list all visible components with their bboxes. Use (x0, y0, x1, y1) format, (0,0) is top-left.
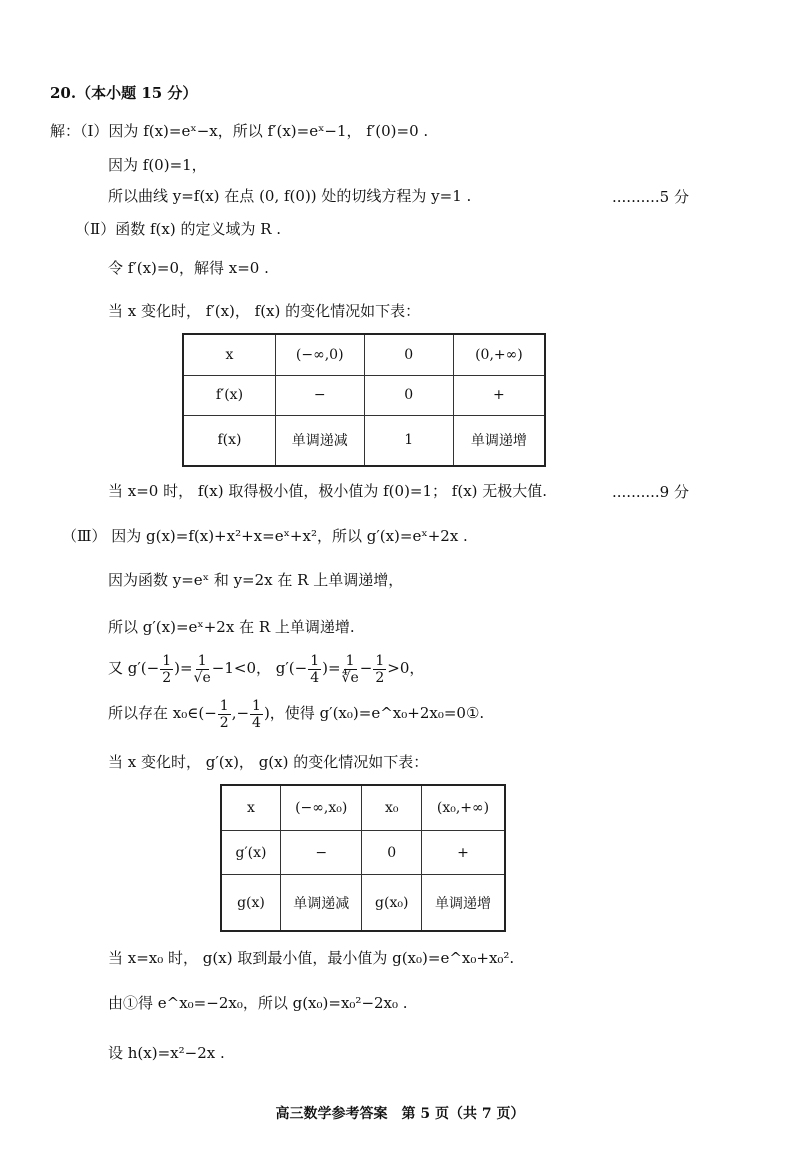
part3-line5 (108, 695, 484, 731)
part3-line9: 设 h(x)=x²−2x . (108, 1044, 225, 1062)
fraction (373, 653, 386, 686)
g-variation-table (220, 784, 506, 932)
denominator: 4 (310, 669, 320, 686)
score-5: ..........5 分 (612, 188, 689, 206)
part2-line3: 当 x 变化时， f′(x)， f(x) 的变化情况如下表： (108, 302, 421, 320)
table-cell: 单调递增 (422, 875, 506, 931)
text: −1<0， g′(− (211, 659, 308, 677)
fraction (160, 653, 173, 686)
part3-line4 (108, 650, 424, 686)
table-row (183, 375, 545, 415)
text: )= (322, 659, 341, 677)
score-9: ..........9 分 (612, 483, 689, 501)
f-variation-table (182, 333, 546, 467)
denominator: 2 (375, 669, 385, 686)
text: >0， (387, 659, 425, 677)
denominator: 2 (162, 669, 172, 686)
table-cell: 单调递增 (453, 415, 545, 466)
table-cell: 0 (362, 831, 422, 875)
table-row (183, 415, 545, 466)
table-cell: (−∞,x₀) (280, 785, 362, 831)
table-cell: − (280, 831, 362, 875)
table-cell: f(x) (183, 415, 275, 466)
table-cell: g′(x) (221, 831, 280, 875)
table-row (221, 875, 505, 931)
denominator: ∜e (341, 669, 359, 686)
table-cell: g(x) (221, 875, 280, 931)
denominator: √e (193, 669, 211, 686)
table-cell: f′(x) (183, 375, 275, 415)
text: ,− (231, 704, 250, 722)
numerator: 1 (197, 652, 207, 669)
part3-line8: 由①得 e^x₀=−2x₀，所以 g(x₀)=x₀²−2x₀ . (108, 994, 408, 1012)
text: )，使得 g′(x₀)=e^x₀+2x₀=0①. (263, 704, 485, 722)
text: − (359, 659, 373, 677)
table-row (221, 785, 505, 831)
part3-line1: （Ⅲ） 因为 g(x)=f(x)+x²+x=eˣ+x²，所以 g′(x)=eˣ+2x . (62, 527, 468, 545)
table-row (221, 831, 505, 875)
table-cell: (−∞,0) (275, 334, 364, 375)
part3-line7: 当 x=x₀ 时， g(x) 取到最小值，最小值为 g(x₀)=e^x₀+x₀². (108, 949, 515, 967)
question-header: 20.（本小题 15 分） (50, 84, 198, 102)
fraction (218, 698, 231, 731)
part3-line2: 因为函数 y=eˣ 和 y=2x 在 R 上单调递增， (108, 571, 404, 589)
table-cell: x (183, 334, 275, 375)
part3-line6: 当 x 变化时， g′(x)， g(x) 的变化情况如下表： (108, 753, 429, 771)
table-cell: 单调递减 (280, 875, 362, 931)
table-cell: 1 (364, 415, 453, 466)
numerator: 1 (219, 697, 229, 714)
table-cell: g(x₀) (362, 875, 422, 931)
part2-line1: （Ⅱ）函数 f(x) 的定义域为 R . (75, 220, 282, 238)
table-cell: + (453, 375, 545, 415)
table-row (183, 334, 545, 375)
text: )= (174, 659, 193, 677)
table-cell: (0,+∞) (453, 334, 545, 375)
table-cell: + (422, 831, 506, 875)
part3-line3: 所以 g′(x)=eˣ+2x 在 R 上单调递增. (108, 618, 355, 636)
numerator: 1 (375, 652, 385, 669)
numerator: 1 (345, 652, 355, 669)
table-cell: x (221, 785, 280, 831)
fraction (342, 653, 359, 686)
denominator: 2 (219, 714, 229, 731)
part1-line1: 解：（Ⅰ）因为 f(x)=eˣ−x，所以 f′(x)=eˣ−1， f′(0)=0 . (50, 122, 429, 140)
part2-line4: 当 x=0 时， f(x) 取得极小值，极小值为 f(0)=1； f(x) 无极大值. (108, 482, 548, 500)
table-cell: 0 (364, 334, 453, 375)
fraction (194, 653, 211, 686)
numerator: 1 (252, 697, 261, 714)
text: 所以存在 x₀∈(− (108, 704, 217, 722)
text: 又 g′(− (108, 659, 160, 677)
part1-line3: 所以曲线 y=f(x) 在点 (0, f(0)) 处的切线方程为 y=1 . (108, 187, 472, 205)
fraction (250, 698, 263, 731)
fraction (308, 653, 321, 686)
denominator: 4 (252, 714, 261, 731)
numerator: 1 (162, 652, 172, 669)
numerator: 1 (310, 652, 320, 669)
part2-line2: 令 f′(x)=0，解得 x=0 . (108, 259, 269, 277)
table-cell: (x₀,+∞) (422, 785, 506, 831)
table-cell: 单调递减 (275, 415, 364, 466)
table-cell: − (275, 375, 364, 415)
table-cell: 0 (364, 375, 453, 415)
table-cell: x₀ (362, 785, 422, 831)
part1-line2: 因为 f(0)=1， (108, 156, 207, 174)
page-footer: 高三数学参考答案 第 5 页（共 7 页） (275, 1106, 525, 1122)
